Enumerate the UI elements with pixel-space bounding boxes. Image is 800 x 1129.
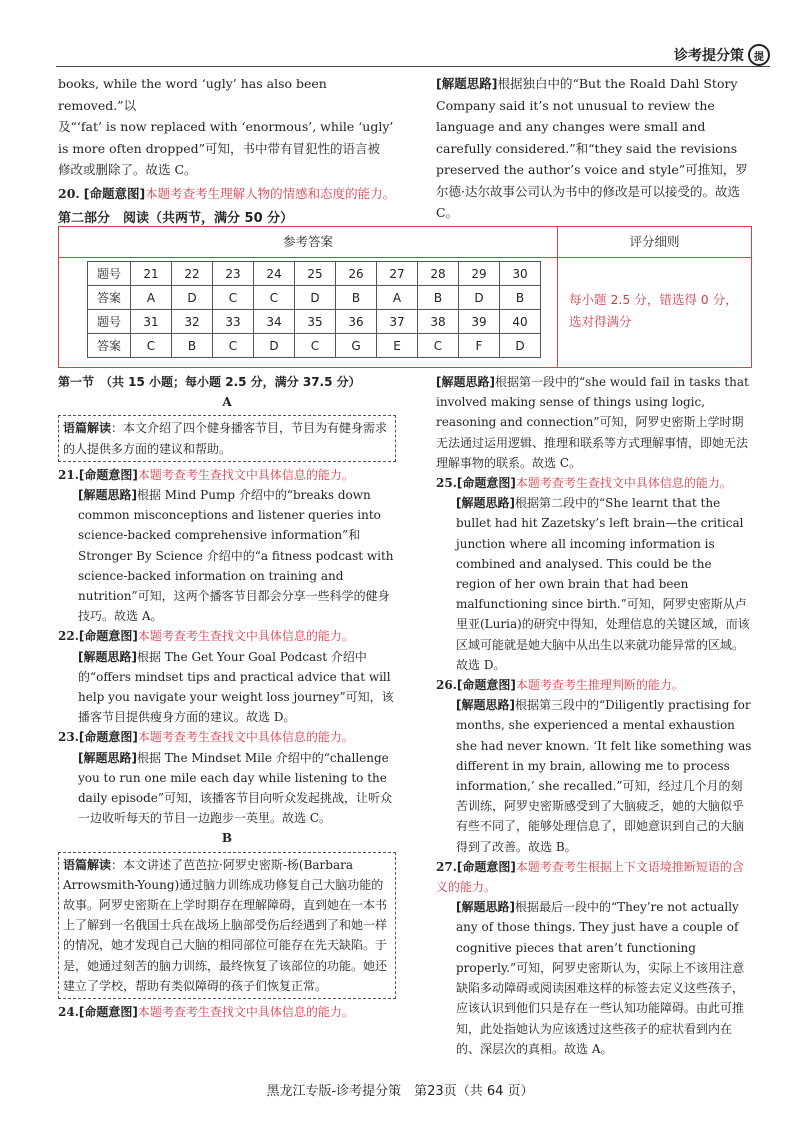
table-cell: C [131,334,172,358]
note-tag: 语篇解读 [63,421,112,436]
text-line: 及“‘fat’ is now replaced with ‘enormous’, while ‘ugly’ [58,119,394,134]
table-cell: C [213,334,254,358]
table-cell: 23 [213,262,254,286]
solution-text: 根据独白中的“But the Roald Dahl Story Company said it’s not unusual to review the language and any changes were small and carefully considered.”和“they said the revisions preserved the author’s voice and style”可推知，罗尔德·达尔故事公司认为书中的修改是可以接受的。故选 C。 [436,76,748,220]
q23-intent [58,727,396,747]
table-cell: G [336,334,377,358]
table-cell: 34 [254,310,295,334]
q21-solution [58,485,396,626]
q27-solution [436,897,754,1059]
table-cell: 24 [254,262,295,286]
page-footer: 黑龙江专版-诊考提分策 第23页（共 64 页） [266,1084,534,1099]
table-cell: C [213,286,254,310]
section-title: 第一节 （共 15 小题；每小题 2.5 分，满分 37.5 分） [58,375,361,389]
intent-tag: [命题意图] [456,476,516,491]
table-cell: A [377,286,418,310]
answer-header: 参考答案 [59,227,558,258]
question-number: 26. [436,678,457,693]
right-main-block [436,372,754,1059]
q27-intent [436,857,754,897]
table-row [88,262,541,286]
brand-title [674,44,770,66]
note-text: ：本文讲述了芭芭拉·阿罗史密斯-杨(Barbara Arrowsmith-Young)通过脑力训练成功修复自己大脑功能的故事。阿罗史密斯在上学时期存在理解障碍，直到她在一本书上了解到一名俄国士兵在战场上脑部受伤后经遇到了和她一样的情况，她才发现自己大脑的相同部位可能存在先天缺陷。于是，她通过刻苦的脑力训练，最终恢复了该部位的功能。她还建立了学校，帮助有类似障碍的孩子们恢复正常。 [63,857,388,993]
intent-tag: [命题意图] [78,629,138,644]
intent-text: 本题考查考生查找文中具体信息的能力。 [137,629,354,644]
table-cell: B [418,286,459,310]
q23-solution [58,748,396,829]
rule-header: 评分细则 [558,227,751,258]
solution-tag: [解题思路] [78,649,137,664]
intent-tag: [命题意图] [78,467,138,482]
question-number: 22. [58,629,79,644]
answer-table [87,261,541,358]
divider [557,257,558,367]
q26-intent [436,675,754,695]
solution-text: 根据 The Mindset Mile 介绍中的“challenge you to run one mile each day while listening to the daily episode”可知，该播客节目向听众发起挑战，让听众一边收听每天的节目一边跑步一英里。故选 C。 [78,750,393,826]
solution-text: 根据 The Get Your Goal Podcast 介绍中的“offers mindset tips and practical advice that will help you navigate your weight loss journey”可知，该播客节目提供瘦身方面的建议。故选 D。 [78,649,394,725]
right-top-block [436,73,754,224]
brand-logo-icon: 提 [748,44,770,66]
q22-intent [58,626,396,646]
table-cell: 38 [418,310,459,334]
solution-text: 根据第三段中的“Diligently practising for months, she experienced a mental exhaustion she had never known. ‘It felt like something was different in my brain, allowing me to process information,’ she recalled.”可知，经过几个月的刻苦训练，阿罗史密斯感受到了大脑疲乏，她的大脑似乎有些不同了，能够处理信息了，即她意识到自己的大脑得到了改善。故选 B。 [456,698,752,854]
intent-tag: [命题意图] [456,859,516,874]
question-number: 24. [58,1005,79,1020]
table-cell: C [295,334,336,358]
table-cell: A [131,286,172,310]
intent-text: 本题考查考生推理判断的能力。 [515,678,684,693]
solution-tag: [解题思路] [436,375,495,389]
question-number: 25. [436,476,457,491]
q24-intent [58,1002,396,1022]
table-cell: E [377,334,418,358]
answer-key-box [58,226,752,368]
text-line: books, while the word ‘ugly’ has also been removed.”以 [58,76,327,113]
table-cell: 36 [336,310,377,334]
intent-text: 本题考查考生查找文中具体信息的能力。 [137,467,354,482]
intent-tag: [命题意图] [456,678,516,693]
table-cell: F [459,334,500,358]
table-cell: D [254,334,295,358]
left-top-block [58,73,396,204]
table-cell: 28 [418,262,459,286]
table-row [88,310,541,334]
table-cell: B [172,334,213,358]
intent-text: 本题考查考生查找文中具体信息的能力。 [515,476,732,491]
passage-note-a [58,415,396,461]
brand-text: 诊考提分策 [674,48,744,64]
solution-tag: [解题思路] [456,698,515,713]
table-cell: 39 [459,310,500,334]
solution-text: 根据第一段中的“she would fail in tasks that involved making sense of things using logic, reasoning and connection”可知，阿罗史密斯上学时期无法通过运用逻辑、推理和联系等方式理解事情，即她无法理解事物的联系。故选 C。 [436,375,749,470]
intent-tag: [命题意图] [78,1005,138,1020]
question-number: 27. [436,859,457,874]
table-cell: 32 [172,310,213,334]
passage-note-b [58,852,396,999]
q20 [58,183,396,205]
intent-text: 本题考查考生根据上下文语境推断短语的含义的能力。 [436,859,744,895]
table-cell: 答案 [88,286,131,310]
intent-tag: [命题意图] [78,730,138,745]
table-cell: D [295,286,336,310]
table-cell: 21 [131,262,172,286]
q24-solution [436,372,754,473]
scoring-rule: 每小题 2.5 分，错选得 0 分，选对得满分 [569,292,738,329]
solution-tag: [解题思路] [78,750,137,765]
solution-tag: [解题思路] [436,76,498,91]
table-cell: C [254,286,295,310]
table-cell: 25 [295,262,336,286]
part2-title: 第二部分 阅读（共两节，满分 50 分） [58,211,294,226]
table-cell: 37 [377,310,418,334]
table-cell: 题号 [88,262,131,286]
intent-text: 本题考查考生理解人物的情感和态度的能力。 [145,185,396,201]
table-cell: 30 [500,262,541,286]
intent-tag: [命题意图] [83,185,146,201]
solution-text: 根据 Mind Pump 介绍中的“breaks down common misconceptions and listener queries into science-backed comprehensive information”和 Stronger By Science 介绍中的“a fitness podcast with science-backed information on training and nutrition”可知，这两个播客节目都会分享一些科学的健身技巧。故选 A。 [78,488,394,624]
left-main-block [58,372,396,1022]
question-number: 23. [58,730,79,745]
note-tag: 语篇解读 [63,857,112,872]
q25-solution [436,493,754,675]
table-cell: 35 [295,310,336,334]
solution-tag: [解题思路] [78,488,137,503]
q25-intent [436,473,754,493]
q22-solution [58,647,396,728]
passage-label-b: B [221,831,233,846]
solution-text: 根据第二段中的“She learnt that the bullet had hit Zazetsky’s left brain—the critical junction where all incoming information is combined and analysed. This could be the region of her own brain that had been malfunctioning since birth.”可知，阿罗史密斯从卢里亚(Luria)的研究中得知，处理信息的关键区域，而该区域可能就是她大脑中从出生以来就功能异常的区域。故选 D。 [456,496,750,672]
table-cell: D [172,286,213,310]
q26-solution [436,695,754,857]
solution-tag: [解题思路] [456,900,515,915]
table-row [88,286,541,310]
q21-intent [58,465,396,485]
text-line: is more often dropped”可知，书中带有冒犯性的语言被 [58,140,381,156]
table-cell: 题号 [88,310,131,334]
table-cell: C [418,334,459,358]
note-text: ：本文介绍了四个健身播客节目，节目为有健身需求的人提供多方面的建议和帮助。 [63,421,388,456]
table-cell: 31 [131,310,172,334]
table-cell: D [500,334,541,358]
table-cell: 33 [213,310,254,334]
table-cell: 40 [500,310,541,334]
table-cell: 27 [377,262,418,286]
table-cell: B [336,286,377,310]
table-cell: 29 [459,262,500,286]
passage-label-a: A [222,395,232,410]
table-cell: D [459,286,500,310]
intent-text: 本题考查考生查找文中具体信息的能力。 [137,730,354,745]
table-cell: 22 [172,262,213,286]
solution-text: 根据最后一段中的“They’re not actually any of those things. They just have a couple of cognitive pieces that aren’t functioning properly.”可知，阿罗史密斯认为，实际上不该用注意缺陷多动障碍或阅读困难这样的标签去定义这些孩子，应该认识到他们只是存在一些认知功能障碍。由此可推知，此处指她认为应该透过这些孩子的症状看到内在的、深层次的真相。故选 A。 [456,900,745,1056]
table-cell: B [500,286,541,310]
table-row [88,334,541,358]
table-cell: 26 [336,262,377,286]
solution-tag: [解题思路] [456,496,515,511]
text-line: 修改或删除了。故选 C。 [58,162,197,177]
intent-text: 本题考查考生查找文中具体信息的能力。 [137,1005,354,1020]
question-number: 21. [58,467,79,482]
top-divider [56,66,770,67]
table-cell: 答案 [88,334,131,358]
question-number: 20. [58,185,80,201]
